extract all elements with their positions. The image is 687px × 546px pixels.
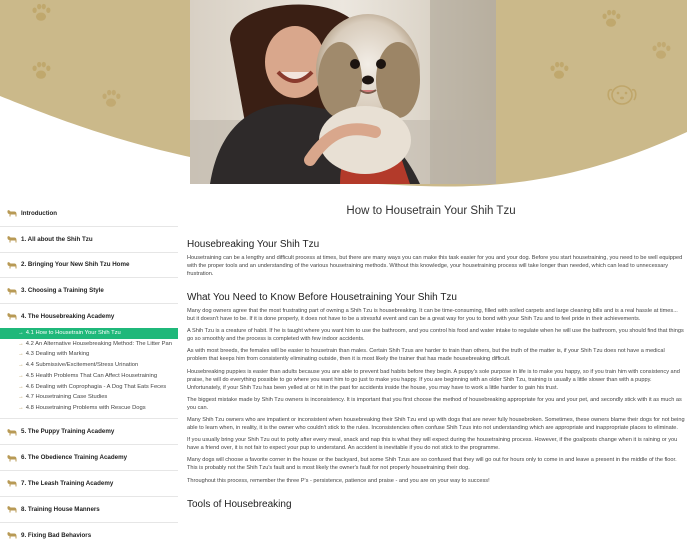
sidebar-item-introduction[interactable] xyxy=(0,201,178,227)
paragraph: Many dogs will choose a favorite corner in the house or the backyard, but some Shih Tzus are so confused that they will go out for hours only to come in and leave a present in the middle of the floor. This is probably not the Shih Tzu's fault and is most likely the owner's fault for not properly housetraining their dog. xyxy=(187,457,677,472)
sidebar-item-chapter-6[interactable] xyxy=(0,445,178,471)
sidebar-subitem-4-5[interactable] xyxy=(0,371,178,382)
dog-silhouette-icon xyxy=(6,209,17,217)
sidebar-subitem-4-1[interactable] xyxy=(0,328,178,339)
paragraph: Housebreaking puppies is easier than adults because you are able to prevent bad habits before they begin. A puppy's sole purpose in life is to make you happy, so if you train him with consistency and praise, he will do everything possible to go where you want him to go just to make you happy. If you are beginning with an older Shih Tzu, training is usually a little slower than with a puppy. Unfortunately, if your Shih Tzu has been yelled at or hit in the past for accidents inside the house, you may have to work a little harder to gain his trust. xyxy=(187,368,680,391)
sidebar-subitem-label: 4.5 Health Problems That Can Affect Housetraining xyxy=(25,372,158,379)
sidebar-subitem-label: 4.8 Housetraining Problems with Rescue Dogs xyxy=(25,405,146,412)
arrow-right-icon: → xyxy=(18,329,24,336)
dog-silhouette-icon xyxy=(6,479,17,487)
dog-silhouette-icon xyxy=(6,235,17,243)
arrow-right-icon: → xyxy=(18,362,24,369)
section-heading: Tools of Housebreaking xyxy=(187,498,292,510)
sidebar-item-label: 4. The Housebreaking Academy xyxy=(21,312,115,320)
chapter-4-subsections xyxy=(0,328,178,419)
paw-print-icon xyxy=(100,88,122,110)
arrow-right-icon: → xyxy=(18,405,24,412)
dog-silhouette-icon xyxy=(6,261,17,269)
paragraph: The biggest mistake made by Shih Tzu owners is inconsistency. It is important that you first choose the method of housebreaking appropriate for you and your pet, and secondly stick with it as much as you can. xyxy=(187,396,682,411)
dog-silhouette-icon xyxy=(6,531,17,539)
sidebar-item-chapter-3[interactable] xyxy=(0,278,178,304)
sidebar-subitem-4-4[interactable] xyxy=(0,361,178,372)
sidebar-subitem-label: 4.3 Dealing with Marking xyxy=(25,351,90,358)
sidebar-subitem-label: 4.6 Dealing with Coprophagia - A Dog That Eats Feces xyxy=(25,383,167,390)
sidebar-subitem-4-3[interactable] xyxy=(0,350,178,361)
sidebar-item-label: 6. The Obedience Training Academy xyxy=(21,454,128,462)
sidebar-item-chapter-4[interactable] xyxy=(0,304,178,328)
paragraph: Many Shih Tzu owners who are impatient or inconsistent when housebreaking their Shih Tzu end up with dogs that are never fully housebroken. Sometimes, these owners blame their dogs for not being able to learn when, in reality, it is the owner who couldn't stick to the rules. Inconsistencies often confuse Shih Tzus into not understanding which are appropriate and inappropriate places to eliminate. xyxy=(187,416,685,431)
sidebar-subitem-label: 4.7 Housetraining Case Studies xyxy=(25,394,108,401)
sidebar-subitem-label: 4.2 An Alternative Housebreaking Method: The Litter Pan xyxy=(25,340,172,347)
sidebar-subitem-label: 4.4 Submissive/Excitement/Stress Urination xyxy=(25,362,139,369)
paragraph: If you usually bring your Shih Tzu out to potty after every meal, snack and nap this is what they will expect during the housetraining process. However, if the goalposts change when it is raining or you have a friend over, it is not fair to expect your pup to understand. An accident is inevitable if you do not stick to the programme. xyxy=(187,437,678,452)
arrow-right-icon: → xyxy=(18,383,24,390)
arrow-right-icon: → xyxy=(18,372,24,379)
dog-silhouette-icon xyxy=(6,312,17,320)
paw-print-icon xyxy=(548,60,570,82)
sidebar-item-label: 7. The Leash Training Academy xyxy=(21,479,114,487)
paragraph: As with most breeds, the females will be easier to housetrain than males. Certain Shih Tzus are harder to train than others, but the truth of the matter is, if your Shih Tzu does not have a medical problem that keeps him from consistently eliminating outside, then it is most likely the trainer that has made housebreaking difficult. xyxy=(187,348,665,363)
hero-banner xyxy=(0,0,687,210)
sidebar-item-chapter-9[interactable] xyxy=(0,523,178,546)
sidebar-item-chapter-2[interactable] xyxy=(0,253,178,279)
dog-silhouette-icon xyxy=(6,428,17,436)
sidebar-item-chapter-5[interactable] xyxy=(0,419,178,445)
dog-silhouette-icon xyxy=(6,505,17,513)
sidebar-subitem-4-8[interactable] xyxy=(0,404,178,415)
paragraph: Throughout this process, remember the three P's - persistence, patience and praise - and you are on your way to success! xyxy=(187,477,490,484)
paragraph: A Shih Tzu is a creature of habit. If he is taught where you want him to use the bathroom, and you control his food and water intake to regulate when he will use the bathroom, you should find that things go so smoothly and the process is completed with few indoor accidents. xyxy=(187,328,684,343)
page-title: How to Housetrain Your Shih Tzu xyxy=(346,205,516,217)
sidebar-item-label: 3. Choosing a Training Style xyxy=(21,287,104,295)
paragraph: Housetraining can be a lengthy and difficult process at times, but there are many ways you can make this task easier for you and your dog. Before you start housetraining, you need to be well equipped with the proper tools and an understanding of the various housetraining methods. Without this knowledge, your housetraining process will take longer than needed, which can lead to unnecessary frustration. xyxy=(187,255,683,277)
arrow-right-icon: → xyxy=(18,340,24,347)
sidebar-subitem-4-2[interactable] xyxy=(0,339,178,350)
article-content xyxy=(187,201,685,514)
paw-print-icon xyxy=(30,2,52,24)
sidebar-item-label: 2. Bringing Your New Shih Tzu Home xyxy=(21,261,130,269)
sidebar-item-chapter-1[interactable] xyxy=(0,227,178,253)
woman-with-shih-tzu-photo xyxy=(190,0,496,184)
sidebar-subitem-label: 4.1 How to Housetrain Your Shih Tzu xyxy=(25,329,121,336)
paragraph: Many dog owners agree that the most frustrating part of owning a Shih Tzu is housebreaking. It can be time-consuming, filled with soiled carpets and large cleaning bills and is a real hassle at times... but it doesn't have to be. If it is done properly, it does not have to be a stressful event and can be a great way for you to bond with your Shih Tzu and to feel pride in their achievements. xyxy=(187,308,678,322)
sidebar-item-label: 5. The Puppy Training Academy xyxy=(21,428,115,436)
chapter-sidebar xyxy=(0,201,178,546)
paw-print-icon xyxy=(30,60,52,82)
sidebar-subitem-4-6[interactable] xyxy=(0,382,178,393)
sidebar-item-chapter-8[interactable] xyxy=(0,497,178,523)
arrow-right-icon: → xyxy=(18,394,24,401)
arrow-right-icon: → xyxy=(18,351,24,358)
paw-print-icon xyxy=(600,8,622,30)
sidebar-item-label: 1. All about the Shih Tzu xyxy=(21,235,93,243)
dog-face-icon xyxy=(605,80,639,108)
dog-silhouette-icon xyxy=(6,454,17,462)
dog-silhouette-icon xyxy=(6,287,17,295)
sidebar-item-chapter-7[interactable] xyxy=(0,471,178,497)
sidebar-subitem-4-7[interactable] xyxy=(0,393,178,404)
section-heading: What You Need to Know Before Housetraining Your Shih Tzu xyxy=(187,292,457,303)
section-heading: Housebreaking Your Shih Tzu xyxy=(187,239,320,250)
sidebar-item-label: 8. Training House Manners xyxy=(21,505,100,513)
sidebar-item-label: 9. Fixing Bad Behaviors xyxy=(21,531,92,539)
sidebar-item-label: Introduction xyxy=(21,209,58,217)
paw-print-icon xyxy=(650,40,672,62)
